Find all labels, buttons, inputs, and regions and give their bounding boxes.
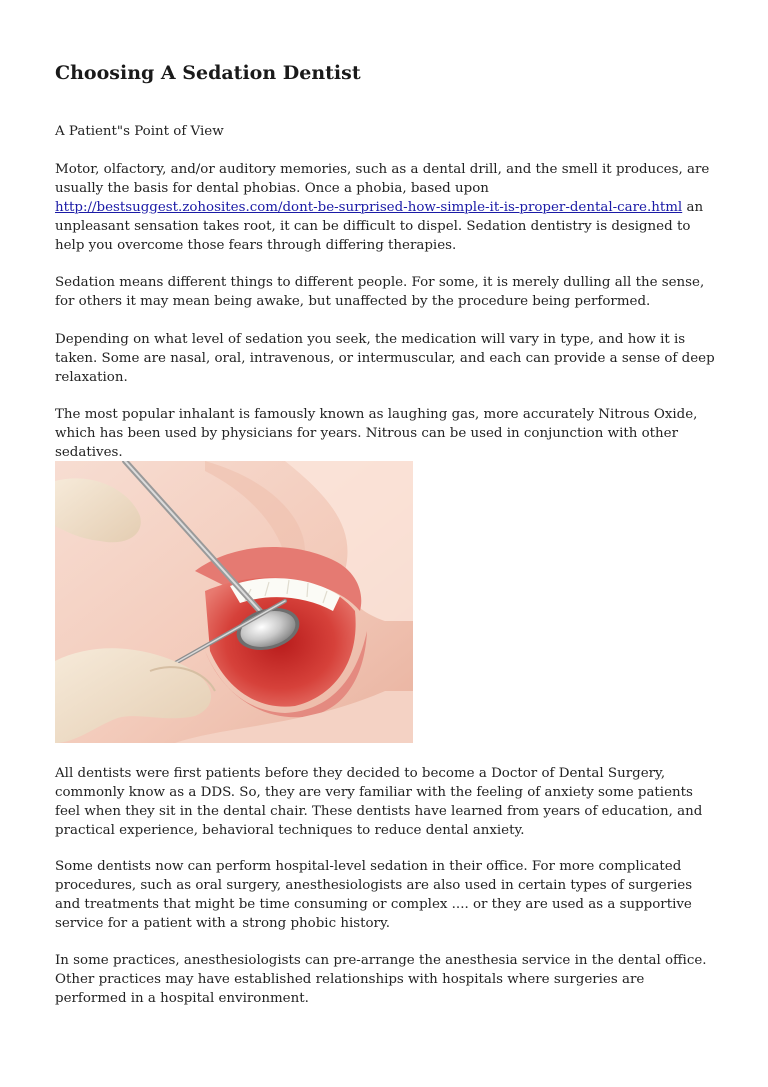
reference-link[interactable]: http://bestsuggest.zohosites.com/dont-be-surprised-how-simple-it-is-proper-dental-care.html <box>55 200 683 215</box>
paragraph-anesthesiologists: In some practices, anesthesiologists can pre-arrange the anesthesia service in the dental office. Other practices may have established relationships with hospitals where surgeries are performed in a hospital environment. <box>55 953 707 1006</box>
document-subtitle: A Patient"s Point of View <box>55 124 224 139</box>
paragraph-text: Motor, olfactory, and/or auditory memories, such as a dental drill, and the smell it produces, are usually the basis for dental phobias. Once a phobia, based upon <box>55 162 710 196</box>
paragraph-sedation-meaning: Sedation means different things to different people. For some, it is merely dulling all the sense, for others it may mean being awake, but unaffected by the procedure being performed. <box>55 275 705 309</box>
paragraph-hospital-sedation: Some dentists now can perform hospital-level sedation in their office. For more complicated procedures, such as oral surgery, anesthesiologists are also used in certain types of surgeries and treatments that might be time consuming or complex .... or they are used as a supportive service for a patient with a strong phobic history. <box>55 859 693 931</box>
paragraph-laughing-gas: The most popular inhalant is famously known as laughing gas, more accurately Nitrous Oxide, which has been used by physicians for years. Nitrous can be used in conjunction with other sedatives. <box>55 407 698 460</box>
paragraph-dental-phobias <box>55 160 720 255</box>
dental-exam-photo <box>55 461 413 743</box>
paragraph-text: an unpleasant sensation takes root, it can be difficult to dispel. Sedation dentistry is designed to help you overcome those fears through differing therapies. <box>55 200 704 253</box>
paragraph-dentists-patients: All dentists were first patients before they decided to become a Doctor of Dental Surgery, commonly know as a DDS. So, they are very familiar with the feeling of anxiety some patients feel when they sit in the dental chair. These dentists have learned from years of education, and practical experience, behavioral techniques to reduce dental anxiety. <box>55 766 703 838</box>
document-title: Choosing A Sedation Dentist <box>55 62 361 84</box>
paragraph-sedation-levels: Depending on what level of sedation you seek, the medication will vary in type, and how it is taken. Some are nasal, oral, intravenous, or intermuscular, and each can provide a sense of deep relaxation. <box>55 332 715 385</box>
